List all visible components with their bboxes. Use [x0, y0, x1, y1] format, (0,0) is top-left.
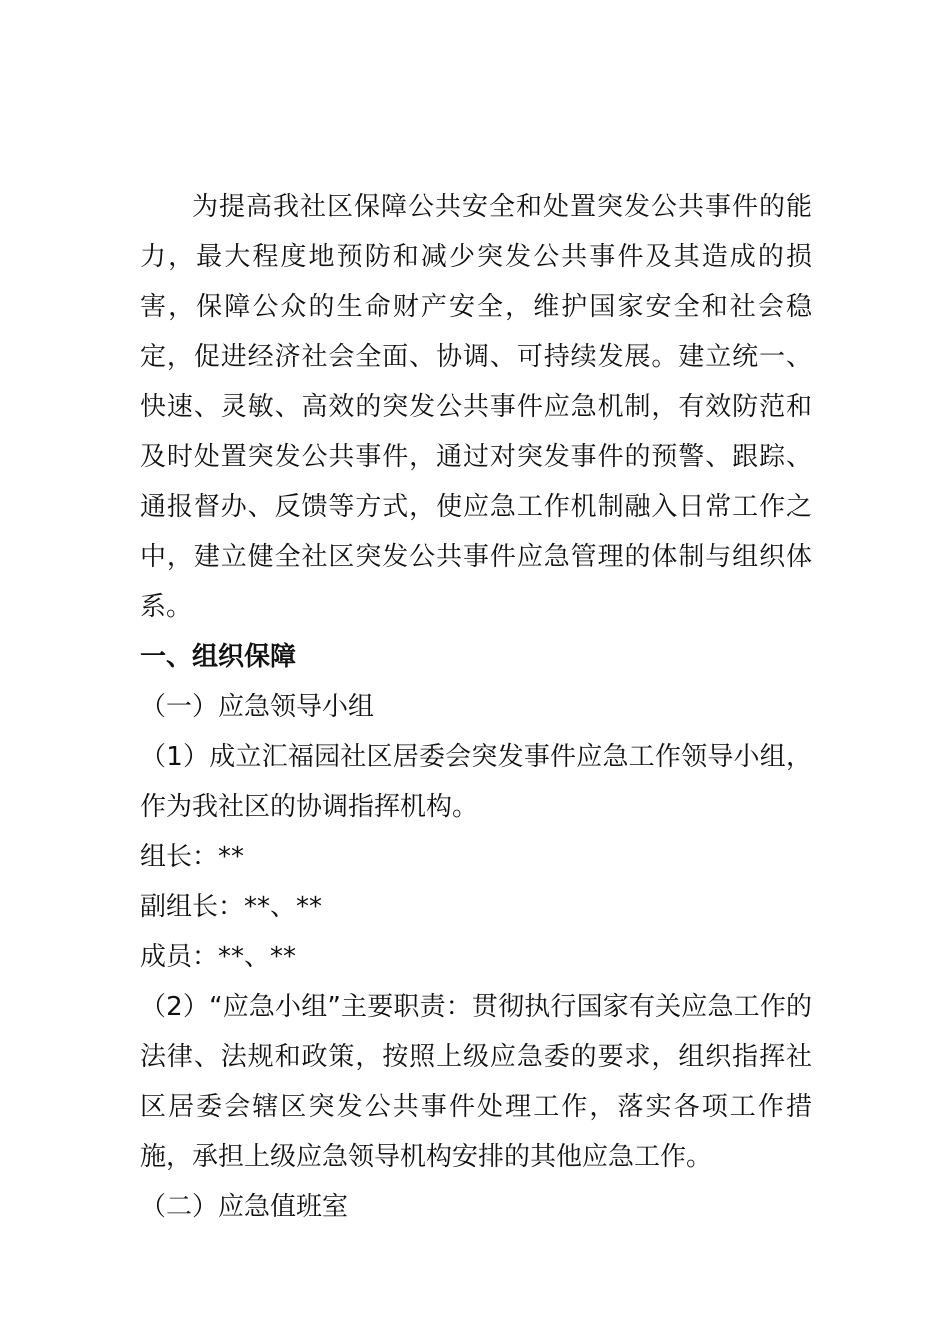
item-2-paragraph: （2）“应急小组”主要职责：贯彻执行国家有关应急工作的法律、法规和政策，按照上级应急委的要求，组织指挥社区居委会辖区突发公共事件处理工作，落实各项工作措施，承担上级应急领导机构安排的其他应急工作。	[140, 992, 812, 1172]
deputy-leader-line: 副组长：**、**	[140, 892, 323, 922]
item-1-paragraph: （1）成立汇福园社区居委会突发事件应急工作领导小组，作为我社区的协调指挥机构。	[140, 742, 812, 822]
subsection-heading-duty-room: （二）应急值班室	[140, 1192, 349, 1222]
intro-paragraph: 为提高我社区保障公共安全和处置突发公共事件的能力，最大程度地预防和减少突发公共事件及其造成的损害，保障公众的生命财产安全，维护国家安全和社会稳定，促进经济社会全面、协调、可持续发展。建立统一、快速、灵敏、高效的突发公共事件应急机制，有效防范和及时处置突发公共事件，通过对突发事件的预警、跟踪、通报督办、反馈等方式，使应急工作机制融入日常工作之中，建立健全社区突发公共事件应急管理的体制与组织体系。	[140, 192, 812, 622]
section-heading-organization: 一、组织保障	[140, 642, 297, 672]
leader-line: 组长：**	[140, 842, 245, 872]
subsection-heading-leadership-group: （一）应急领导小组	[140, 692, 375, 722]
members-line: 成员：**、**	[140, 942, 297, 972]
document-body	[140, 182, 812, 1232]
